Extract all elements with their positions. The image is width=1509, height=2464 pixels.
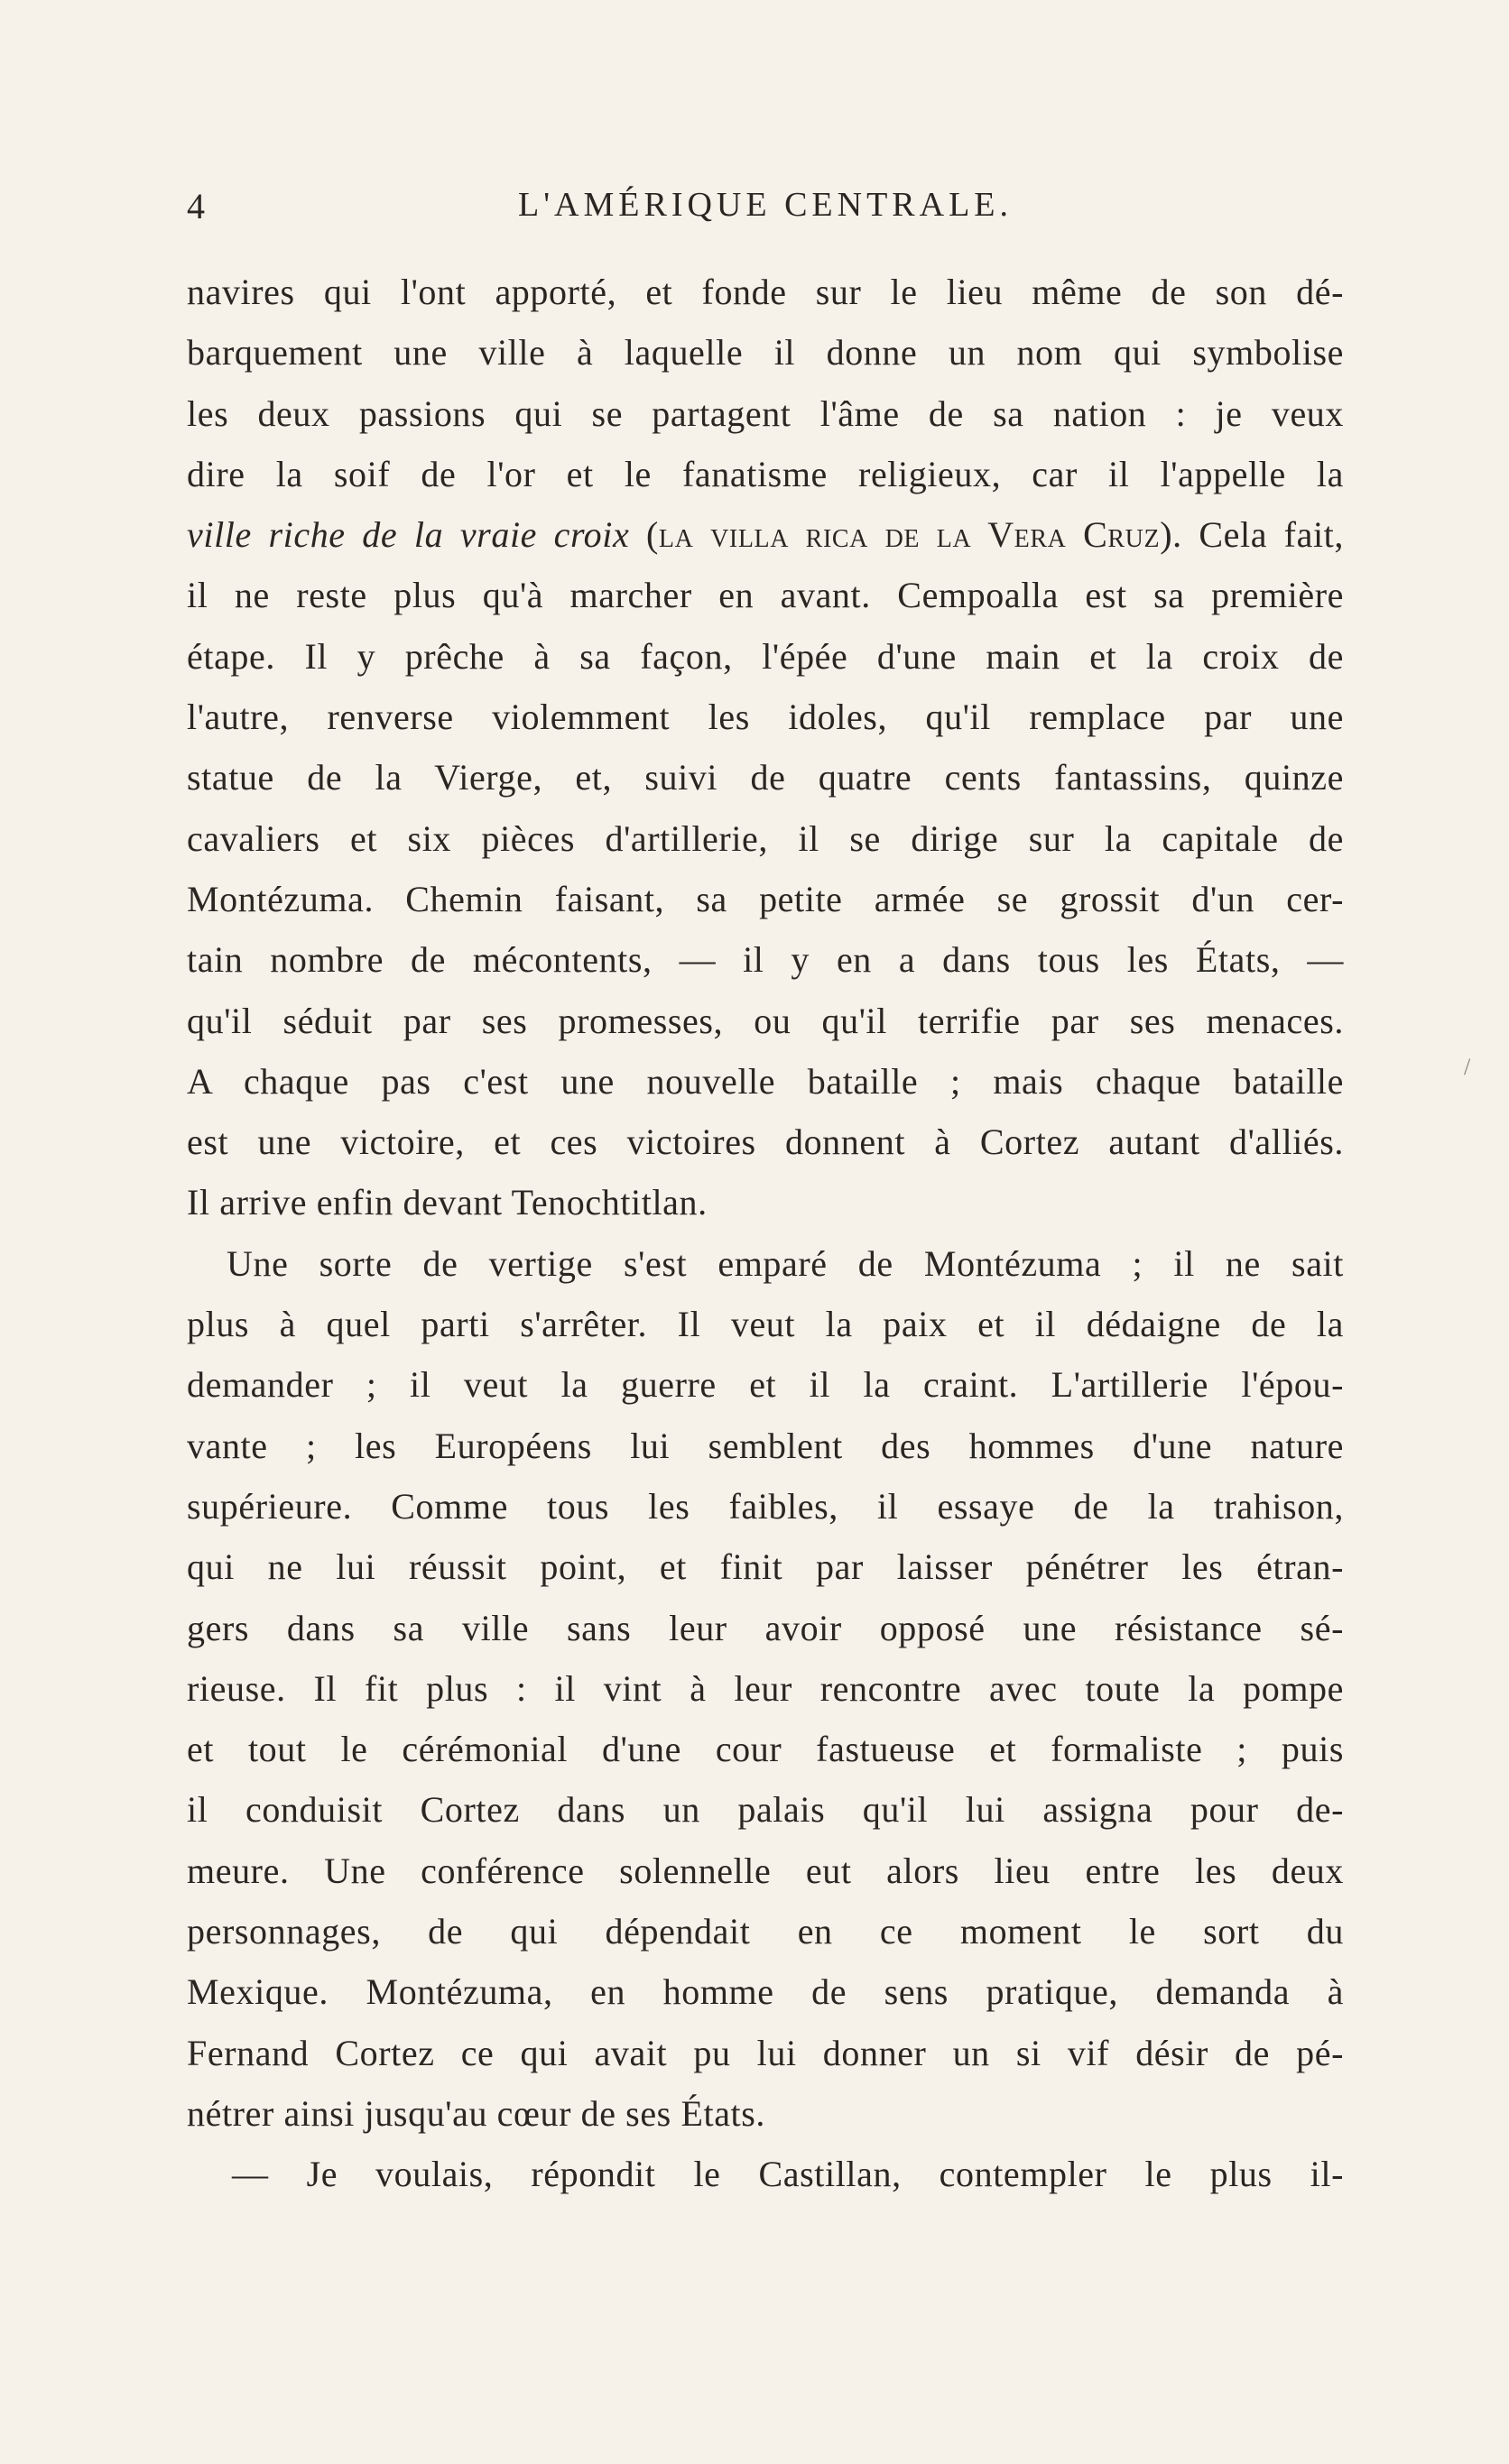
text-line: A chaque pas c'est une nouvelle bataille ; mais chaque bataille	[187, 1060, 1344, 1102]
text-line: Une sorte de vertige s'est emparé de Montézuma ; il ne sait	[227, 1242, 1344, 1284]
text-line: dire la soif de l'or et le fanatisme religieux, car il l'appelle la	[187, 453, 1344, 494]
page-number: 4	[187, 186, 206, 226]
small-caps-phrase: la villa rica de la Vera Cruz	[658, 514, 1161, 556]
open-paren: (	[629, 514, 659, 556]
text-line: rieuse. Il fit plus : il vint à leur rencontre avec toute la pompe	[187, 1667, 1344, 1709]
text-line: supérieure. Comme tous les faibles, il essaye de la trahison,	[187, 1485, 1344, 1527]
text-line: les deux passions qui se partagent l'âme de sa nation : je veux	[187, 392, 1344, 434]
text-line: Montézuma. Chemin faisant, sa petite armée se grossit d'un cer-	[187, 878, 1344, 919]
text-line: il ne reste plus qu'à marcher en avant. Cempoalla est sa première	[187, 575, 1344, 616]
text-line	[187, 504, 1344, 565]
text-line: étape. Il y prêche à sa façon, l'épée d'une main et la croix de	[187, 635, 1344, 677]
text-line: barquement une ville à laquelle il donne un nom qui symbolise	[187, 332, 1344, 374]
text-line: et tout le cérémonial d'une cour fastueuse et formaliste ; puis	[187, 1729, 1344, 1770]
text-line: personnages, de qui dépendait en ce moment le sort du	[187, 1911, 1344, 1952]
running-title: L'AMÉRIQUE CENTRALE.	[517, 186, 1014, 224]
text-line: demander ; il veut la guerre et il la craint. L'artillerie l'épou-	[187, 1364, 1344, 1406]
text-line: — Je voulais, répondit le Castillan, contempler le plus il-	[232, 2154, 1344, 2195]
text-line: il conduisit Cortez dans un palais qu'il lui assigna pour de-	[187, 1789, 1344, 1831]
text-line: vante ; les Européens lui semblent des hommes d'une nature	[187, 1425, 1344, 1466]
text-line: gers dans sa ville sans leur avoir opposé une résistance sé-	[187, 1607, 1344, 1648]
body-text	[187, 262, 1344, 2205]
text-line: cavaliers et six pièces d'artillerie, il se dirige sur la capitale de	[187, 817, 1344, 859]
text-line: meure. Une conférence solennelle eut alors lieu entre les deux	[187, 1850, 1344, 1891]
text-line: l'autre, renverse violemment les idoles, qu'il remplace par une	[187, 697, 1344, 738]
text-line: Mexique. Montézuma, en homme de sens pratique, demanda à	[187, 1971, 1344, 2013]
close-paren: ). Cela fait,	[1160, 514, 1344, 556]
text-line: est une victoire, et ces victoires donnent à Cortez autant d'alliés.	[187, 1121, 1344, 1163]
text-line: qu'il séduit par ses promesses, ou qu'il terrifie par ses menaces.	[187, 1000, 1344, 1041]
text-line: plus à quel parti s'arrêter. Il veut la paix et il dédaigne de la	[187, 1304, 1344, 1345]
text-line: statue de la Vierge, et, suivi de quatre cents fantassins, quinze	[187, 757, 1344, 798]
text-line: navires qui l'ont apporté, et fonde sur le lieu même de son dé-	[187, 272, 1344, 312]
text-line: tain nombre de mécontents, — il y en a dans tous les États, —	[187, 939, 1344, 981]
text-line: qui ne lui réussit point, et finit par laisser pénétrer les étran-	[187, 1546, 1344, 1588]
text-line: Il arrive enfin devant Tenochtitlan.	[187, 1182, 708, 1223]
margin-mark: /	[1464, 1054, 1471, 1080]
page-header	[187, 185, 1344, 230]
text-line: Fernand Cortez ce qui avait pu lui donner un si vif désir de pé-	[187, 2032, 1344, 2073]
italic-phrase: ville riche de la vraie croix	[187, 514, 630, 556]
text-line: nétrer ainsi jusqu'au cœur de ses États.	[187, 2092, 766, 2134]
